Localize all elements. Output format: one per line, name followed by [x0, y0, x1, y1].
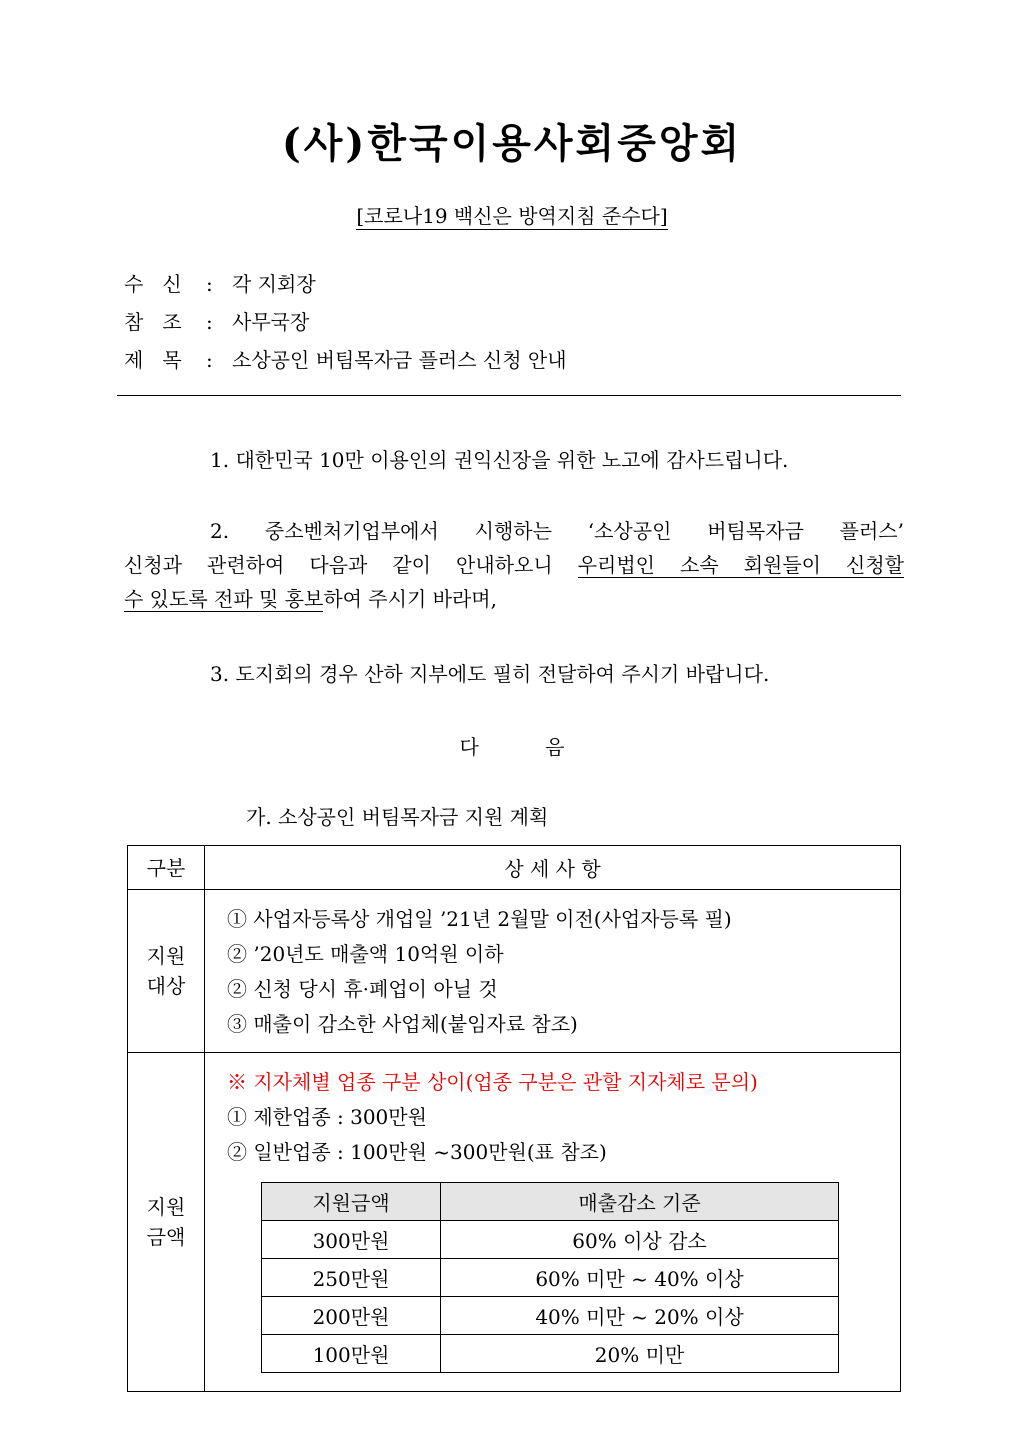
amount-cell: 250만원	[262, 1259, 441, 1297]
paragraph-2-line-2-plain: 신청과 관련하여 다음과 같이 안내하오니	[124, 553, 578, 577]
paragraph-2-line-3	[124, 582, 904, 616]
amount-cell: 300만원	[262, 1221, 441, 1259]
table-row	[262, 1259, 839, 1297]
meta-reference-value: 사무국장	[232, 310, 310, 334]
paragraph-2-line-1: 2. 중소벤처기업부에서 시행하는 ‘소상공인 버팀목자금 플러스’	[210, 519, 904, 543]
table-row	[262, 1297, 839, 1335]
paragraph-2-line-2-underlined: 우리법인 소속 회원들이 신청할	[577, 553, 904, 577]
inner-header-row	[262, 1183, 839, 1221]
paragraph-2-line-2	[124, 548, 904, 582]
inner-header-amount: 지원금액	[262, 1183, 441, 1221]
criteria-cell: 20% 미만	[441, 1335, 839, 1373]
meta-recipient-label: 수 신	[124, 272, 182, 296]
row-target-label-line-2: 대상	[146, 974, 186, 998]
meta-reference	[124, 306, 309, 335]
paragraph-3-text: 3. 도지회의 경우 산하 지부에도 필히 전달하여 주시기 바랍니다.	[210, 662, 770, 686]
meta-subject-label: 제 목	[124, 348, 182, 372]
list-item: ② 신청 당시 휴·폐업이 아닐 것	[227, 977, 498, 1001]
inner-header-criteria: 매출감소 기준	[441, 1183, 839, 1221]
row-amount-details	[205, 1053, 901, 1392]
center-heading: 다 음	[459, 735, 565, 759]
meta-reference-label: 참 조	[124, 310, 182, 334]
list-item: ① 제한업종 : 300만원	[227, 1105, 427, 1129]
list-item: ② ’20년도 매출액 10억원 이하	[227, 942, 504, 966]
support-plan-table	[127, 845, 901, 1392]
table-row	[262, 1221, 839, 1259]
table-header-row	[128, 846, 901, 890]
list-item: ② 일반업종 : 100만원 ~300만원(표 참조)	[227, 1140, 607, 1164]
meta-recipient-value: 각 지회장	[232, 272, 316, 296]
table-header-category: 구분	[128, 846, 205, 890]
table-row-amount	[128, 1053, 901, 1392]
amount-cell: 200만원	[262, 1297, 441, 1335]
list-item: ③ 매출이 감소한 사업체(붙임자료 참조)	[227, 1012, 578, 1036]
sub-heading: 가. 소상공인 버팀목자금 지원 계획	[246, 805, 549, 829]
paragraph-1-text: 1. 대한민국 10만 이용인의 권익신장을 위한 노고에 감사드립니다.	[210, 448, 789, 472]
paragraph-2-line-3-underlined: 수 있도록 전파 및 홍보	[124, 587, 324, 611]
meta-colon: :	[206, 348, 213, 372]
notice-text: ※ 지자체별 업종 구분 상이(업종 구분은 관할 지자체로 문의)	[227, 1070, 758, 1094]
org-title: (사)한국이용사회중앙회	[281, 120, 743, 167]
paragraph-2-line-3-plain: 하여 주시기 바라며,	[323, 587, 497, 611]
table-header-details: 상 세 사 항	[205, 846, 901, 890]
paragraph-3	[124, 657, 904, 691]
motto-text: [코로나19 백신은 방역지침 준수다]	[356, 204, 668, 228]
criteria-cell: 60% 이상 감소	[441, 1221, 839, 1259]
meta-subject	[124, 344, 567, 373]
row-target-details	[205, 890, 901, 1053]
motto	[0, 200, 1024, 229]
meta-recipient	[124, 268, 316, 297]
amount-cell: 100만원	[262, 1335, 441, 1373]
paragraph-1	[124, 443, 904, 477]
meta-colon: :	[206, 310, 213, 334]
row-amount-label-line-2: 금액	[146, 1225, 186, 1249]
paragraph-2	[124, 514, 904, 616]
criteria-cell: 60% 미만 ~ 40% 이상	[441, 1259, 839, 1297]
divider	[117, 395, 901, 396]
row-amount-label	[128, 1053, 205, 1392]
row-amount-label-line-1: 지원	[146, 1195, 186, 1219]
list-item: ① 사업자등록상 개업일 ’21년 2월말 이전(사업자등록 필)	[227, 907, 732, 931]
table-row	[262, 1335, 839, 1373]
amount-criteria-table	[261, 1182, 839, 1373]
row-target-label	[128, 890, 205, 1053]
row-target-label-line-1: 지원	[146, 944, 186, 968]
meta-colon: :	[206, 272, 213, 296]
criteria-cell: 40% 미만 ~ 20% 이상	[441, 1297, 839, 1335]
table-row-target	[128, 890, 901, 1053]
meta-subject-value: 소상공인 버팀목자금 플러스 신청 안내	[232, 348, 567, 372]
